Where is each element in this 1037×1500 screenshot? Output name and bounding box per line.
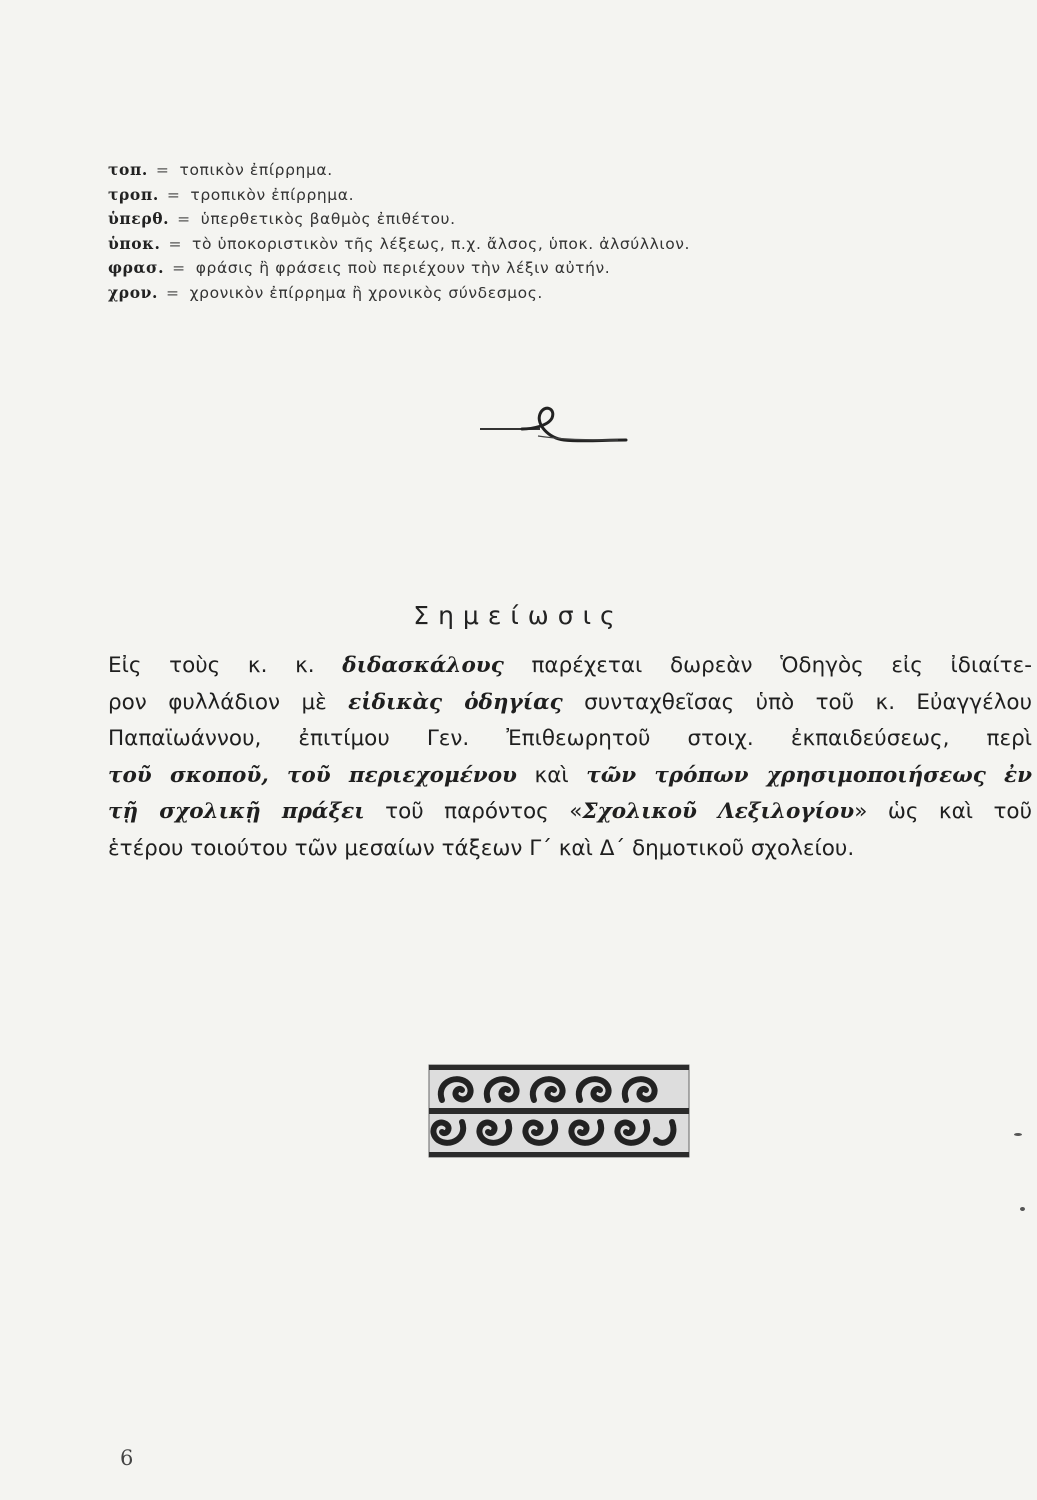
notes-line: [108, 721, 1032, 758]
abbreviation-key: τροπ.: [108, 184, 159, 204]
abbreviation-row: [108, 207, 928, 232]
emphasized-text: τῇ σχολικῇ πράξει: [108, 799, 365, 824]
abbreviation-meaning: τοπικὸν ἐπίρρημα.: [179, 161, 333, 179]
emphasized-text: εἰδικὰς ὁδηγίας: [348, 689, 563, 715]
notes-line: [108, 794, 1032, 831]
body-text: Παπαϊωάννου, ἐπιτίμου Γεν. Ἐπιθεωρητοῦ στοιχ. ἐκπαιδεύσεως, περὶ: [108, 726, 1032, 751]
notes-line: [108, 758, 1032, 795]
abbreviation-key: ὑποκ.: [108, 233, 161, 253]
emphasized-text: Σχολικοῦ Λεξιλογίου: [582, 799, 855, 824]
notes-line: [108, 831, 1032, 868]
body-text: τοῦ παρόντος «: [364, 799, 583, 824]
emphasized-text: τοῦ σκοποῦ, τοῦ περιεχομένου: [108, 762, 517, 788]
notes-line: [108, 685, 1032, 722]
equals-sign: =: [172, 259, 186, 277]
ink-speck: [1014, 1133, 1022, 1136]
abbreviation-key: φρασ.: [108, 258, 165, 277]
abbreviation-key: χρον.: [108, 282, 158, 302]
equals-sign: =: [177, 210, 191, 228]
abbreviation-row: [108, 183, 928, 208]
ink-speck: [1020, 1207, 1025, 1211]
abbreviation-key: ὑπερθ.: [108, 209, 170, 228]
page-number: 6: [120, 1446, 134, 1470]
abbreviation-meaning: ὑπερθετικὸς βαθμὸς ἐπιθέτου.: [200, 210, 456, 228]
body-text: ἑτέρου τοιούτου τῶν μεσαίων τάξεων Γ΄ καὶ Δ΄ δημοτικοῦ σχολείου.: [108, 835, 855, 861]
notes-title: Σημείωσις: [413, 601, 624, 630]
abbreviation-list: [108, 158, 928, 305]
abbreviation-row: [108, 158, 928, 183]
notes-line: [108, 648, 1032, 685]
body-text: ρον φυλλάδιον μὲ: [108, 689, 349, 715]
body-text: παρέχεται δωρεὰν Ὁδηγὸς εἰς ἰδιαίτε-: [503, 653, 1032, 678]
abbreviation-meaning: χρονικὸν ἐπίρρημα ἢ χρονικὸς σύνδεσμος.: [189, 283, 543, 302]
body-text: καὶ: [516, 762, 587, 788]
abbreviation-meaning: τὸ ὑποκοριστικὸν τῆς λέξεως, π.χ. ἄλσος, ὑποκ. ἀλσύλλιον.: [192, 234, 691, 253]
equals-sign: =: [166, 185, 181, 204]
equals-sign: =: [155, 161, 170, 179]
abbreviation-row: [108, 281, 928, 306]
flourish-divider-icon: [478, 396, 628, 452]
wave-ornament-icon: [428, 1064, 690, 1158]
abbreviation-meaning: φράσις ἢ φράσεις ποὺ περιέχουν τὴν λέξιν αὐτήν.: [195, 259, 611, 277]
body-text: Εἰς τοὺς κ. κ.: [108, 653, 343, 678]
emphasized-text: διδασκάλους: [342, 653, 504, 678]
emphasized-text: τῶν τρόπων χρησιμοποιήσεως ἐν: [586, 762, 1033, 788]
abbreviation-row: [108, 232, 928, 257]
body-text: » ὡς καὶ τοῦ: [854, 799, 1033, 824]
abbreviation-row: [108, 256, 928, 281]
notes-paragraph: [108, 648, 1032, 867]
body-text: συνταχθεῖσας ὑπὸ τοῦ κ. Εὐαγγέλου: [562, 689, 1033, 715]
equals-sign: =: [168, 234, 183, 253]
abbreviation-key: τοπ.: [108, 160, 148, 179]
equals-sign: =: [166, 283, 180, 302]
abbreviation-meaning: τροπικὸν ἐπίρρημα.: [190, 185, 355, 204]
